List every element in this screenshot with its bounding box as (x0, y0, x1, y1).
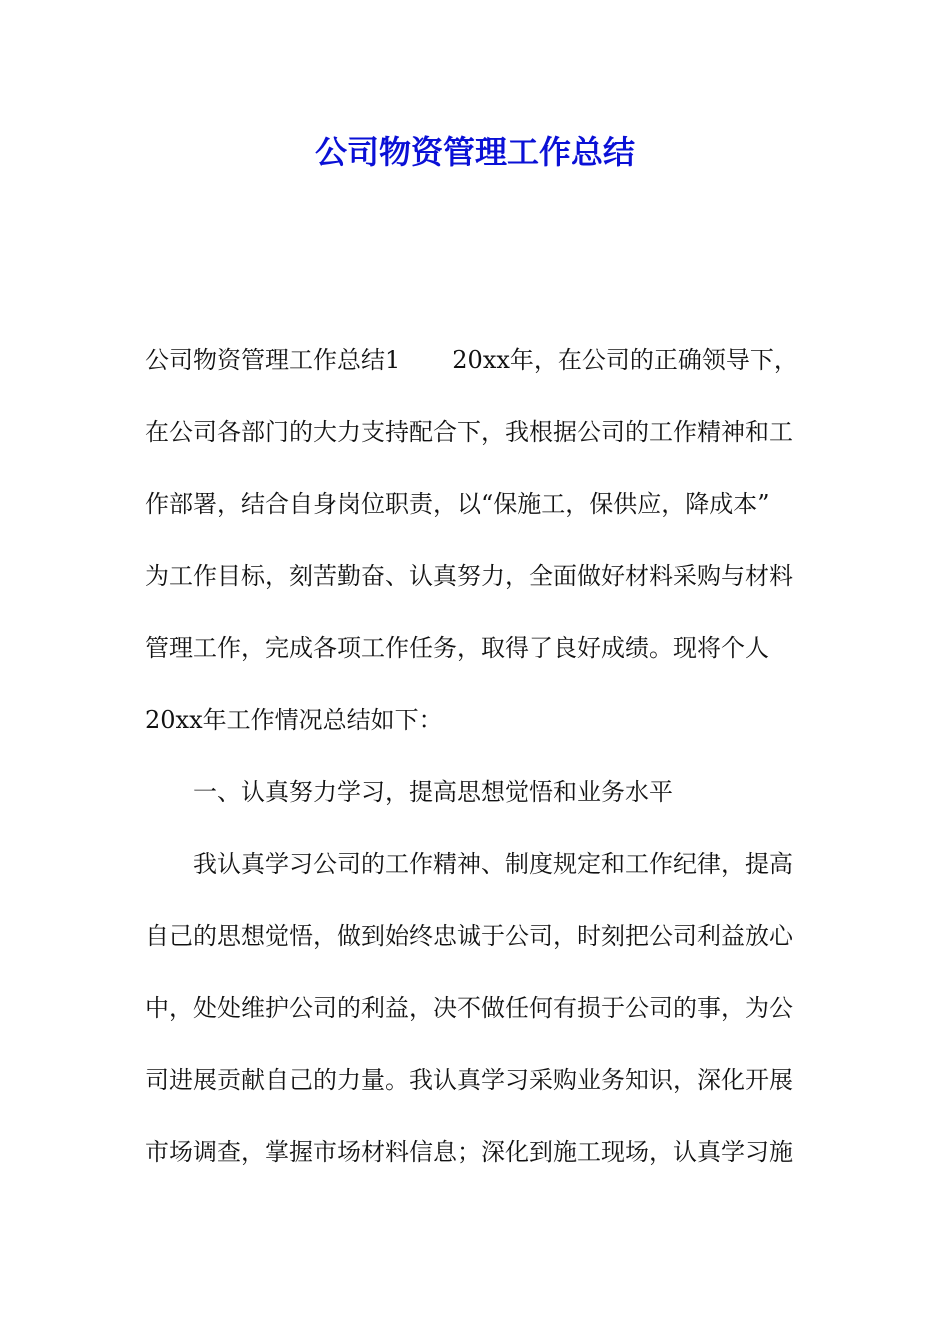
paragraph-2-line-4: 司进展贡献自己的力量。我认真学习采购业务知识，深化开展 (145, 1066, 793, 1094)
paragraph-1-opening-text: 20xx年，在公司的正确领导下， (452, 346, 798, 374)
document-body (145, 342, 807, 1206)
paragraph-1-line-1 (145, 342, 807, 414)
paragraph-1-line-6: 20xx年工作情况总结如下： (145, 706, 443, 734)
paragraph-1-line-4: 为工作目标，刻苦勤奋、认真努力，全面做好材料采购与材料 (145, 562, 793, 590)
paragraph-2-line-3: 中，处处维护公司的利益，决不做任何有损于公司的事，为公 (145, 994, 793, 1022)
paragraph-1-line-2: 在公司各部门的大力支持配合下，我根据公司的工作精神和工 (145, 418, 793, 446)
paragraph-1-heading-text: 公司物资管理工作总结1 (145, 346, 401, 374)
document-title: 公司物资管理工作总结 (314, 133, 635, 171)
paragraph-2-line-2: 自己的思想觉悟，做到始终忠诚于公司，时刻把公司利益放心 (145, 922, 793, 950)
paragraph-2-line-1: 我认真学习公司的工作精神、制度规定和工作纪律，提高 (193, 850, 793, 878)
paragraph-1-line-5: 管理工作，完成各项工作任务，取得了良好成绩。现将个人 (145, 634, 769, 662)
paragraph-2-line-5: 市场调查，掌握市场材料信息；深化到施工现场，认真学习施 (145, 1138, 793, 1166)
section-heading-1: 一、认真努力学习，提高思想觉悟和业务水平 (193, 778, 673, 806)
paragraph-1-line-3: 作部署，结合自身岗位职责，以“保施工，保供应，降成本” (145, 490, 770, 518)
